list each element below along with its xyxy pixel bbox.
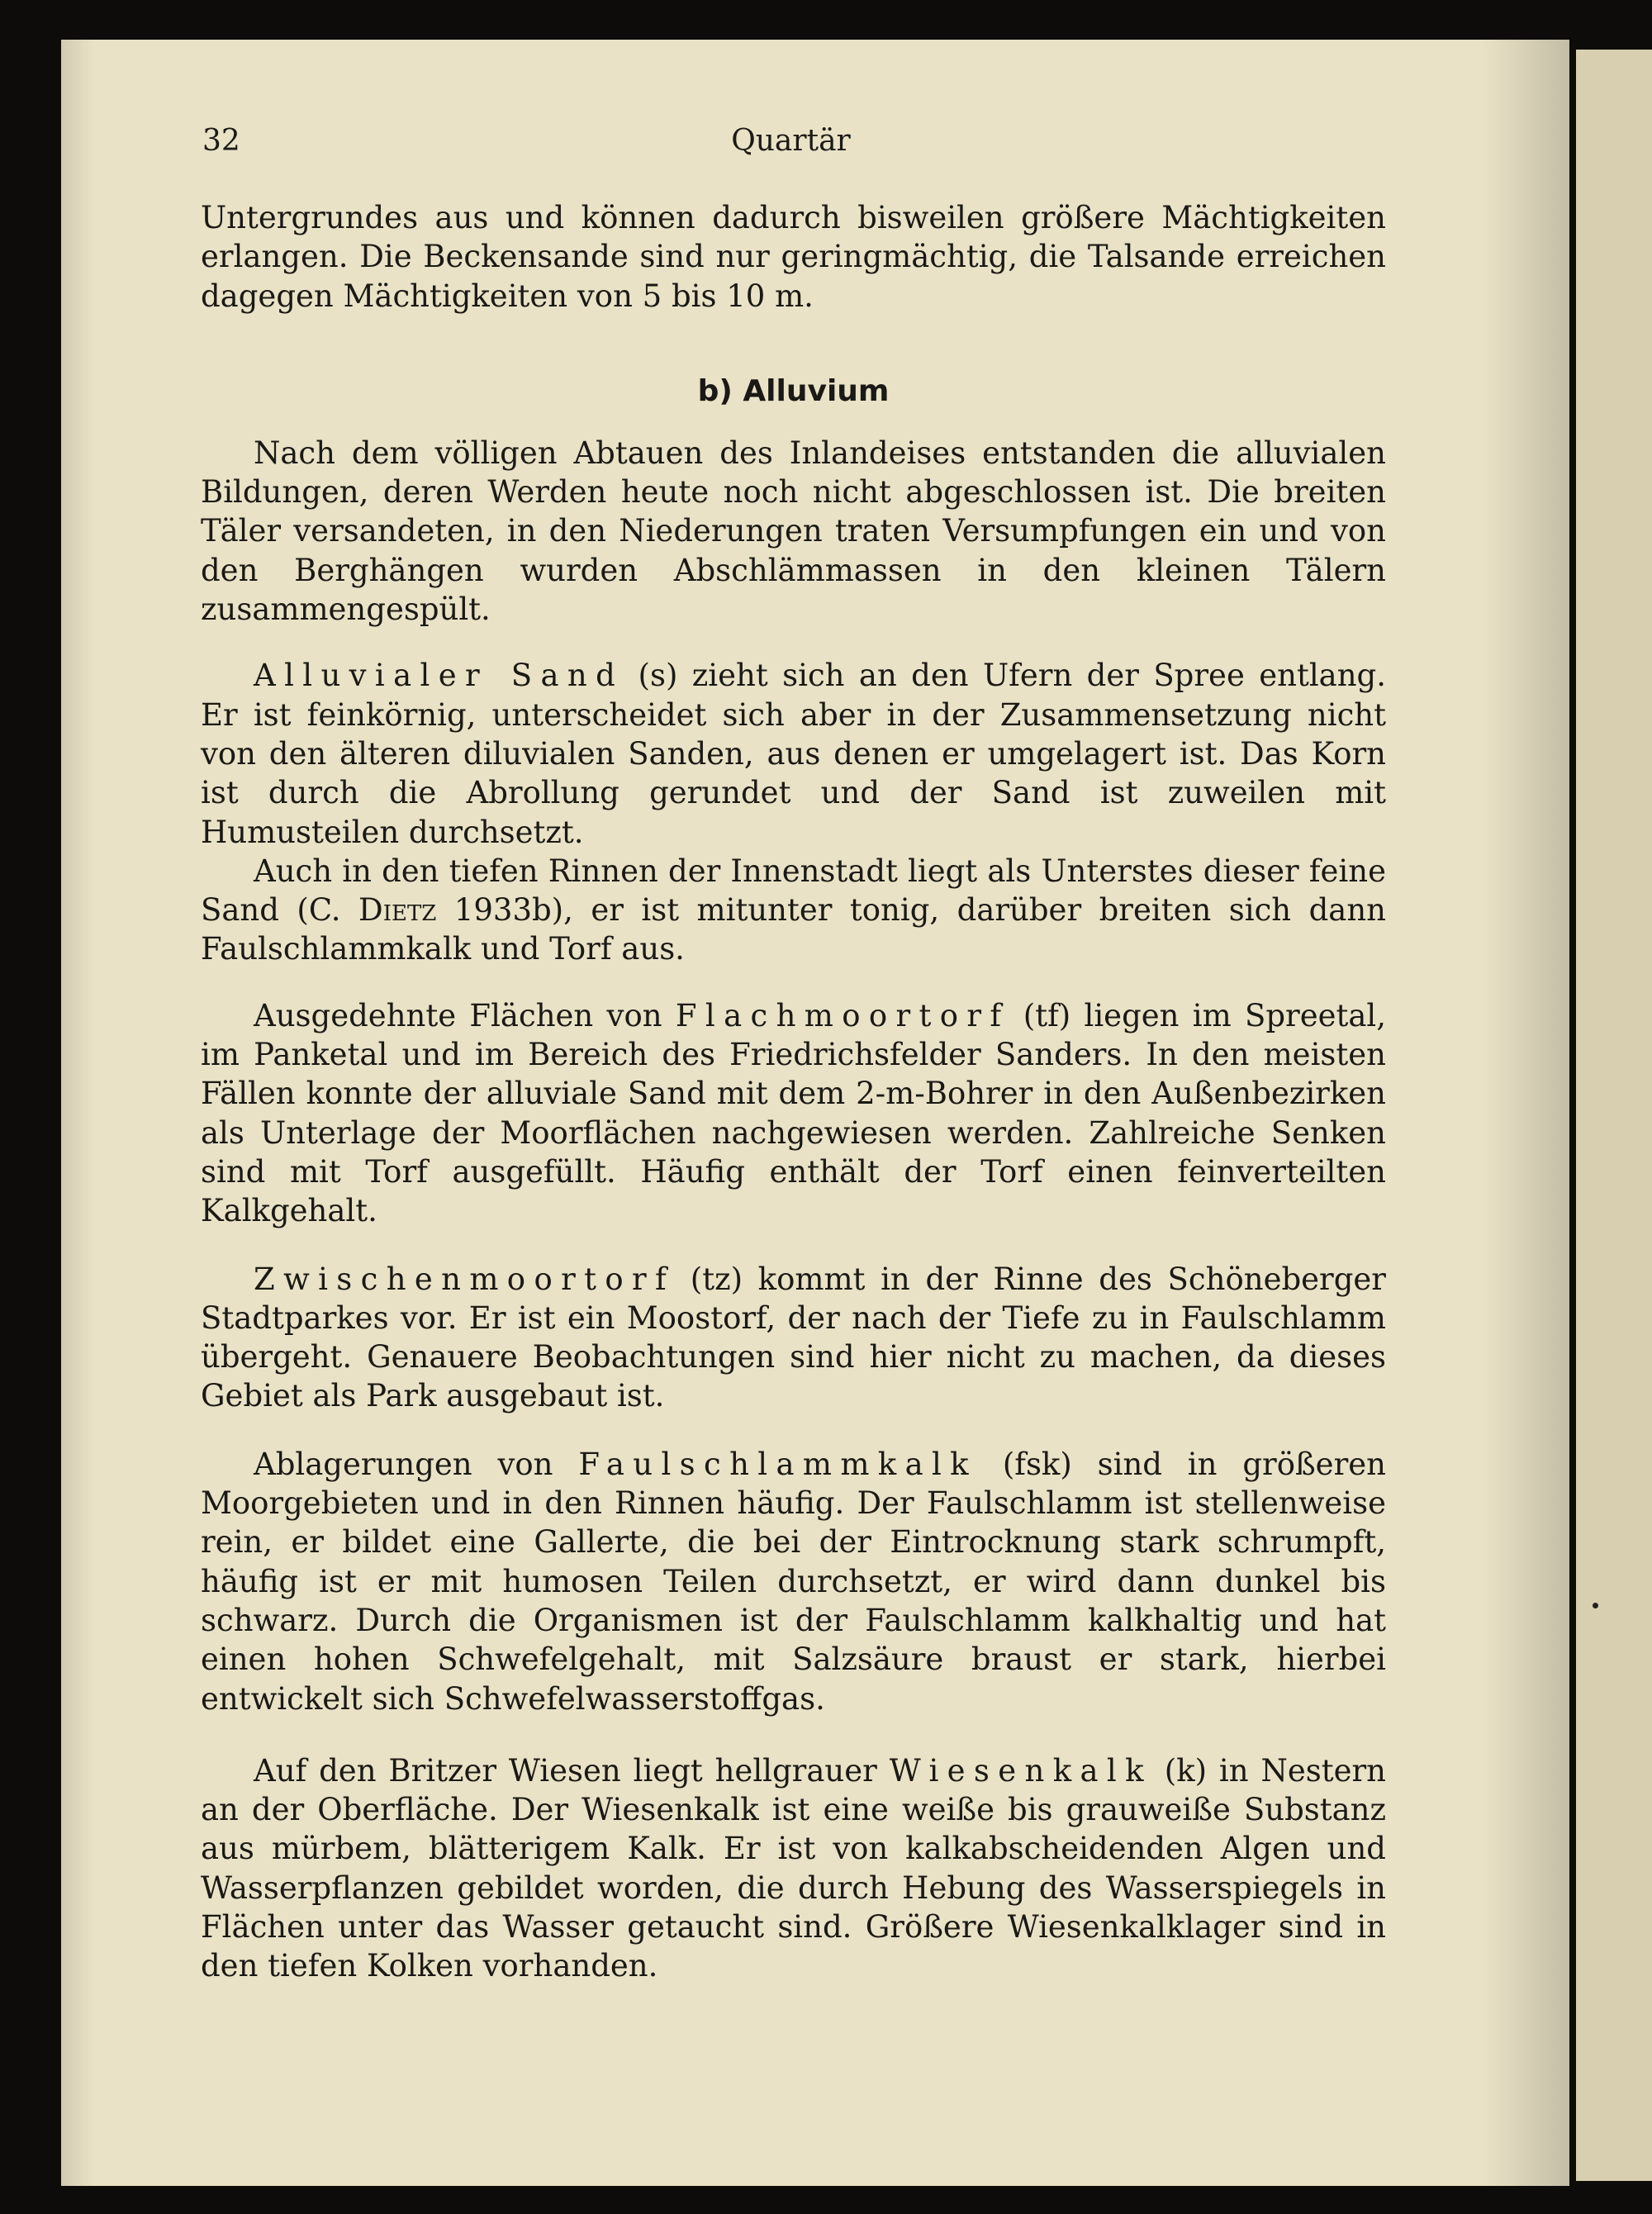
wiesenkalk-paragraph <box>201 1751 1386 1986</box>
faulschlammkalk-text: (fsk) sind in größeren Moorgebieten und in den Rinnen häufig. Der Faulschlamm ist stellenweise rein, er bildet eine Gallerte, die bei der Eintrocknung stark schrumpft, häufig ist er mit humosen Teilen durchsetzt, er wird dann dunkel bis schwarz. Durch die Organismen ist der Faulschlamm kalkhaltig und hat einen hohen Schwefelgehalt, mit Salzsäure braust er stark, hierbei entwickelt sich Schwefelwasserstoffgas. <box>201 1446 1386 1717</box>
faulschlammkalk-term: Faulschlammkalk <box>578 1446 977 1482</box>
running-head <box>202 124 1379 173</box>
inner-city-sand-text-1: Auch in den tiefen Rinnen der Innenstadt liegt als Unterstes dieser feine Sand (C. <box>201 853 1386 929</box>
author-dietz: Dietz <box>358 892 437 929</box>
flachmoortorf-lead: Ausgedehnte Flächen von <box>254 997 676 1033</box>
flachmoortorf-term: Flachmoortorf <box>675 997 1010 1033</box>
flachmoortorf-text: (tf) liegen im Spreetal, im Panketal und im Bereich des Friedrichsfelder Sanders. In den meisten Fällen konnte der alluviale Sand mit dem 2-m-Bohrer in den Außenbezirken als Unterlage der Moorflächen nachgewiesen werden. Zahlreiche Senken sind mit Torf ausgefüllt. Häufig enthält der Torf einen feinverteilten Kalkgehalt. <box>201 997 1387 1229</box>
wiesenkalk-term: Wiesenkalk <box>889 1752 1152 1789</box>
inner-city-sand-text-2: 1933b), er ist mitunter tonig, darüber breiten sich dann Faulschlammkalk und Torf aus. <box>201 892 1387 967</box>
page-number: 32 <box>202 124 240 158</box>
alluvial-sand-text: (s) zieht sich an den Ufern der Spree entlang. Er ist feinkörnig, unterscheidet sich aber in der Zusammensetzung nicht von den älteren diluvialen Sanden, aus denen er umgelagert ist. Das Korn ist durch die Abrollung gerundet und der Sand ist zuweilen mit Humusteilen durchsetzt. <box>201 658 1387 850</box>
body-text <box>201 198 1386 1986</box>
wiesenkalk-text: (k) in Nestern an der Oberfläche. Der Wiesenkalk ist eine weiße bis grauweiße Substanz aus mürbem, blätterigem Kalk. Er ist von kalkabscheidenden Algen und Wasserpflanzen gebildet worden, die durch Hebung des Wasserspiegels in Flächen unter das Wasser getaucht sind. Größere Wiesenkalklager sind in den tiefen Kolken vorhanden. <box>201 1752 1386 1984</box>
wiesenkalk-lead: Auf den Britzer Wiesen liegt hellgrauer <box>254 1752 890 1789</box>
zwischenmoortorf-term: Zwischenmoortorf <box>254 1261 676 1297</box>
running-title: Quartär <box>731 124 851 158</box>
alluvium-intro-paragraph: Nach dem völligen Abtauen des Inlandeises entstanden die alluvialen Bildungen, deren Werden heute noch nicht abgeschlossen ist. Die breiten Täler versandeten, in den Niederungen traten Versumpfungen ein und von den Berghängen wurden Abschlämmassen in den kleinen Tälern zusammengespült. <box>201 435 1386 628</box>
inner-city-sand-paragraph <box>201 852 1386 969</box>
faulschlammkalk-paragraph <box>201 1445 1386 1718</box>
zwischenmoortorf-text: (tz) kommt in der Rinne des Schöneberger Stadtparkes vor. Er ist ein Moostorf, der nach der Tiefe zu in Faulschlamm übergeht. Genauere Beobachtungen sind hier nicht zu machen, da dieses Gebiet als Park ausgebaut ist. <box>201 1261 1386 1414</box>
zwischenmoortorf-paragraph <box>201 1260 1386 1416</box>
section-heading: b) Alluvium <box>697 373 890 408</box>
facing-page-edge <box>1576 50 1652 2181</box>
faulschlammkalk-lead: Ablagerungen von <box>254 1446 579 1482</box>
ink-speck <box>1593 1603 1598 1608</box>
flachmoortorf-paragraph <box>201 996 1386 1231</box>
alluvial-sand-paragraph <box>201 656 1386 851</box>
alluvial-sand-term: Alluvialer Sand <box>254 658 624 694</box>
continuation-paragraph: Untergrundes aus und können dadurch bisweilen größere Mächtigkeiten erlangen. Die Beckensande sind nur geringmächtig, die Talsande erreichen dagegen Mächtigkeiten von 5 bis 10 m. <box>201 200 1386 314</box>
